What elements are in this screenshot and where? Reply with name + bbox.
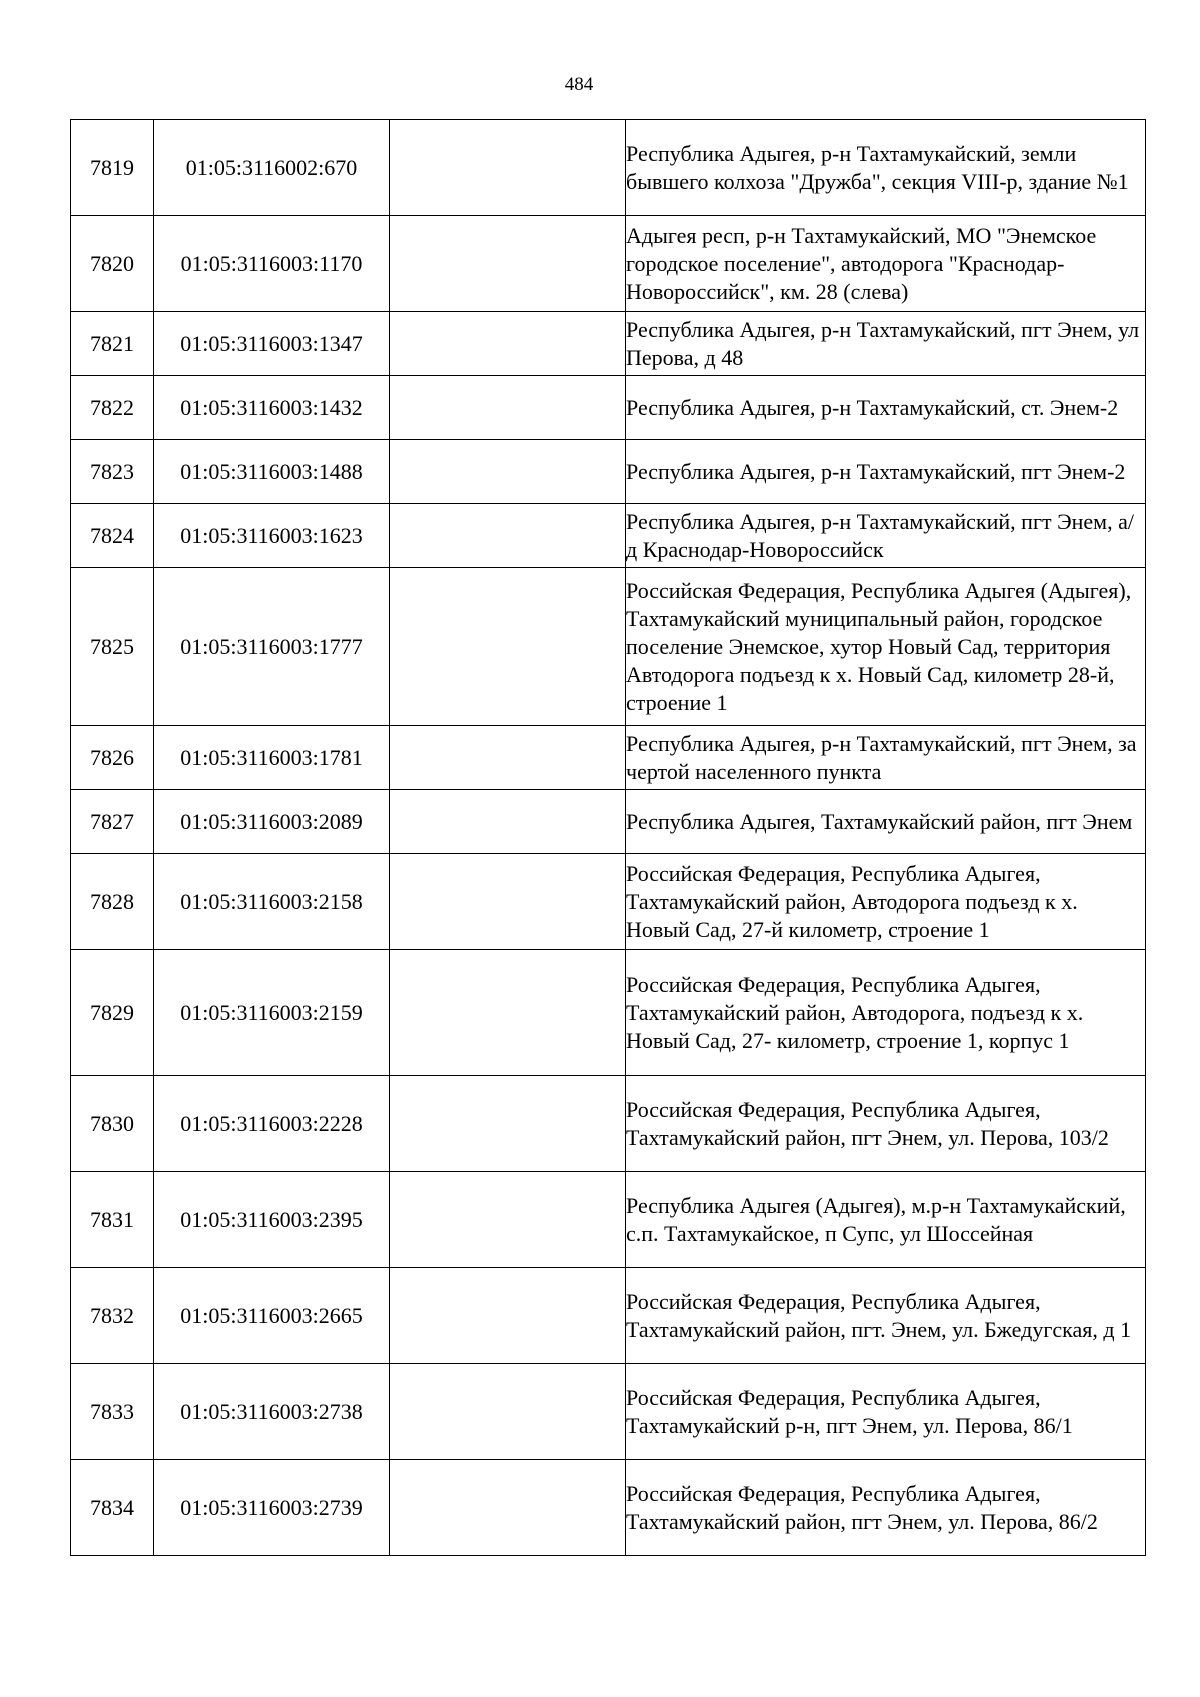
table-row	[71, 1268, 1146, 1364]
address: Российская Федерация, Республика Адыгея (Адыгея), Тахтамукайский муниципальный район, городское поселение Энемское, хутор Новый Сад, территория Автодорога подъезд к х. Новый Сад, километр 28-й, строение 1	[626, 568, 1146, 726]
cadastral-number: 01:05:3116003:2395	[154, 1172, 390, 1268]
empty-cell	[390, 1172, 626, 1268]
empty-cell	[390, 854, 626, 950]
empty-cell	[390, 790, 626, 854]
cadastral-number: 01:05:3116003:2228	[154, 1076, 390, 1172]
row-number: 7823	[71, 440, 154, 504]
cadastral-number: 01:05:3116003:2665	[154, 1268, 390, 1364]
row-number: 7831	[71, 1172, 154, 1268]
address: Республика Адыгея, Тахтамукайский район, пгт Энем	[626, 790, 1146, 854]
empty-cell	[390, 568, 626, 726]
table-row	[71, 1460, 1146, 1556]
address: Российская Федерация, Республика Адыгея, Тахтамукайский район, Автодорога, подъезд к х. Новый Сад, 27- километр, строение 1, корпус 1	[626, 950, 1146, 1076]
row-number: 7820	[71, 216, 154, 312]
cadastral-number: 01:05:3116003:1488	[154, 440, 390, 504]
cadastral-number: 01:05:3116003:1623	[154, 504, 390, 568]
empty-cell	[390, 1076, 626, 1172]
row-number: 7829	[71, 950, 154, 1076]
empty-cell	[390, 726, 626, 790]
table-row	[71, 504, 1146, 568]
row-number: 7832	[71, 1268, 154, 1364]
cadastral-number: 01:05:3116003:1777	[154, 568, 390, 726]
address: Российская Федерация, Республика Адыгея, Тахтамукайский район, пгт Энем, ул. Перова, 103/2	[626, 1076, 1146, 1172]
row-number: 7826	[71, 726, 154, 790]
row-number: 7821	[71, 312, 154, 376]
empty-cell	[390, 1460, 626, 1556]
row-number: 7822	[71, 376, 154, 440]
row-number: 7827	[71, 790, 154, 854]
cadastral-number: 01:05:3116002:670	[154, 120, 390, 216]
address: Республика Адыгея, р-н Тахтамукайский, земли бывшего колхоза "Дружба", секция VIII-р, здание №1	[626, 120, 1146, 216]
table-row	[71, 950, 1146, 1076]
row-number: 7828	[71, 854, 154, 950]
address: Адыгея респ, р-н Тахтамукайский, МО "Энемское городское поселение", автодорога "Краснодар-Новороссийск", км. 28 (слева)	[626, 216, 1146, 312]
table-row	[71, 726, 1146, 790]
cadastral-number: 01:05:3116003:1347	[154, 312, 390, 376]
address: Республика Адыгея (Адыгея), м.р-н Тахтамукайский, с.п. Тахтамукайское, п Супс, ул Шоссейная	[626, 1172, 1146, 1268]
empty-cell	[390, 376, 626, 440]
address: Республика Адыгея, р-н Тахтамукайский, пгт Энем, за чертой населенного пункта	[626, 726, 1146, 790]
table-row	[71, 376, 1146, 440]
empty-cell	[390, 504, 626, 568]
address: Республика Адыгея, р-н Тахтамукайский, пгт Энем, ул Перова, д 48	[626, 312, 1146, 376]
address: Российская Федерация, Республика Адыгея, Тахтамукайский район, Автодорога подъезд к х. Новый Сад, 27-й километр, строение 1	[626, 854, 1146, 950]
cadastral-number: 01:05:3116003:2739	[154, 1460, 390, 1556]
table-row	[71, 120, 1146, 216]
cadastral-number: 01:05:3116003:2158	[154, 854, 390, 950]
table-row	[71, 790, 1146, 854]
row-number: 7830	[71, 1076, 154, 1172]
address: Российская Федерация, Республика Адыгея, Тахтамукайский р-н, пгт Энем, ул. Перова, 86/1	[626, 1364, 1146, 1460]
address: Республика Адыгея, р-н Тахтамукайский, пгт Энем-2	[626, 440, 1146, 504]
table-row	[71, 440, 1146, 504]
cadastral-number: 01:05:3116003:1781	[154, 726, 390, 790]
row-number: 7819	[71, 120, 154, 216]
empty-cell	[390, 1268, 626, 1364]
table-row	[71, 1076, 1146, 1172]
cadastral-number: 01:05:3116003:2159	[154, 950, 390, 1076]
registry-table	[70, 119, 1146, 1556]
empty-cell	[390, 1364, 626, 1460]
address: Российская Федерация, Республика Адыгея, Тахтамукайский район, пгт Энем, ул. Перова, 86/2	[626, 1460, 1146, 1556]
empty-cell	[390, 120, 626, 216]
table-row	[71, 1172, 1146, 1268]
cadastral-number: 01:05:3116003:2089	[154, 790, 390, 854]
address: Российская Федерация, Республика Адыгея, Тахтамукайский район, пгт. Энем, ул. Бжедугская, д 1	[626, 1268, 1146, 1364]
table-row	[71, 216, 1146, 312]
cadastral-number: 01:05:3116003:2738	[154, 1364, 390, 1460]
table-row	[71, 568, 1146, 726]
cadastral-number: 01:05:3116003:1170	[154, 216, 390, 312]
empty-cell	[390, 440, 626, 504]
address: Республика Адыгея, р-н Тахтамукайский, ст. Энем-2	[626, 376, 1146, 440]
cadastral-number: 01:05:3116003:1432	[154, 376, 390, 440]
table-row	[71, 1364, 1146, 1460]
page-number: 484	[564, 74, 594, 95]
empty-cell	[390, 312, 626, 376]
table-row	[71, 854, 1146, 950]
empty-cell	[390, 950, 626, 1076]
empty-cell	[390, 216, 626, 312]
address: Республика Адыгея, р-н Тахтамукайский, пгт Энем, а/д Краснодар-Новороссийск	[626, 504, 1146, 568]
row-number: 7825	[71, 568, 154, 726]
row-number: 7824	[71, 504, 154, 568]
row-number: 7833	[71, 1364, 154, 1460]
row-number: 7834	[71, 1460, 154, 1556]
table-row	[71, 312, 1146, 376]
